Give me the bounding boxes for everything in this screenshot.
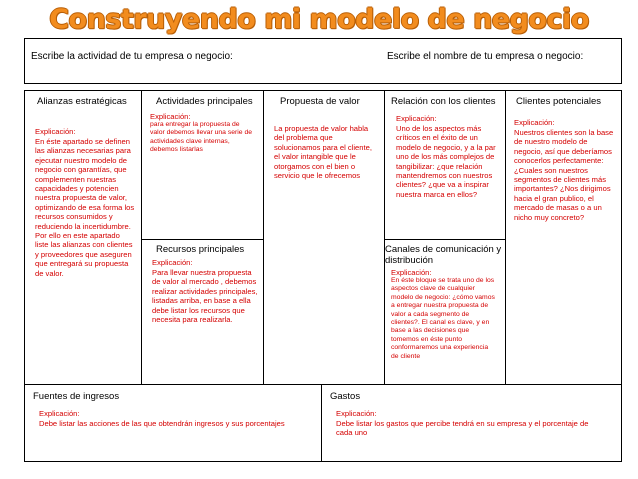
clientes-label: Explicación:	[514, 118, 555, 127]
block-gastos	[321, 384, 622, 462]
activity-prompt: Escribe la actividad de tu empresa o negocio:	[31, 51, 233, 62]
canales-text: En éste bloque se trata uno de los aspectos clave de cualquier modelo de negocio: ¿cómo vamos a entregar nuestra propuesta de valor a cada segmento de clientes?. El canal es clave, y en base a las decisiones que tomemos en éste punto conformaremos una experiencia de cliente	[391, 277, 495, 360]
block-propuesta	[263, 90, 385, 385]
actividades-label: Explicación:	[150, 112, 191, 121]
relacion-label: Explicación:	[396, 114, 437, 123]
propuesta-text: La propuesta de valor habla del problema que solucionamos para el cliente, el valor intangible que le otorgamos con el bien o servicio que le ofrecemos	[274, 124, 372, 181]
actividades-text: para entregar la propuesta de valor debemos llevar una serie de actividades clave internas, debemos listarlas	[150, 121, 253, 154]
recursos-label: Explicación:	[152, 258, 193, 267]
clientes-text: Nuestros clientes son la base de nuestro modelo de negocio, así que deberíamos conocerlos perfectamente: ¿Cuales son nuestros segmentos de clientes más importantes? ¿Nos dirigimos hacia el gran publico, el mercado de masas o a un nicho muy concreto?	[514, 128, 614, 222]
recursos-text: Para llevar nuestra propuesta de valor al mercado , debemos realizar actividades principales, listadas arriba, en base a ella debe listar los recursos que necesita para realizarla.	[152, 268, 258, 325]
block-alianzas	[24, 90, 142, 385]
alianzas-text: En éste apartado se definen las alianzas necesarias para ejecutar nuestro modelo de negocio con garantías, que complementen nuestras capacidades y potencien nuestra propuesta de valor, optimizando de esa forma los recursos consumidos y reduciendo la incertidumbre. Por ello en este apartado liste las alianzas con clientes y proveedores que aseguren que entregará su propuesta de valor.	[35, 137, 135, 278]
recursos-heading: Recursos principales	[156, 244, 245, 255]
actividades-heading: Actividades principales	[156, 96, 253, 107]
block-actividades	[141, 90, 264, 240]
gastos-label: Explicación:	[336, 409, 377, 418]
block-clientes	[505, 90, 622, 385]
block-recursos	[141, 239, 264, 385]
relacion-heading: Relación con los clientes	[391, 96, 496, 107]
alianzas-heading: Alianzas estratégicas	[37, 96, 127, 107]
clientes-heading: Clientes potenciales	[516, 96, 602, 107]
ingresos-label: Explicación:	[39, 409, 80, 418]
block-ingresos	[24, 384, 322, 462]
ingresos-heading: Fuentes de ingresos	[33, 391, 120, 402]
gastos-text: Debe listar los gastos que percibe tendrá en su empresa y el porcentaje de cada uno	[336, 419, 589, 438]
relacion-text: Uno de los aspectos más críticos en el éxito de un modelo de negocio, y a la par uno de los más complejos de tangibilizar: ¿que relación mantendremos con nuestros clientes? ¿que va a inspirar nuestra marca en ellos?	[396, 124, 496, 199]
alianzas-label: Explicación:	[35, 127, 76, 136]
block-relacion	[384, 90, 506, 240]
canales-heading: Canales de comunicación y distribución	[385, 244, 502, 266]
page-title: Construyendo mi modelo de negocio	[49, 4, 589, 35]
canales-label: Explicación:	[391, 268, 432, 277]
block-canales	[384, 239, 506, 385]
propuesta-heading: Propuesta de valor	[280, 96, 360, 107]
ingresos-text: Debe listar las acciones de las que obtendrán ingresos y sus porcentajes	[39, 419, 285, 428]
gastos-heading: Gastos	[330, 391, 361, 402]
top-bar	[24, 38, 622, 84]
name-prompt: Escribe el nombre de tu empresa o negocio:	[387, 51, 584, 62]
